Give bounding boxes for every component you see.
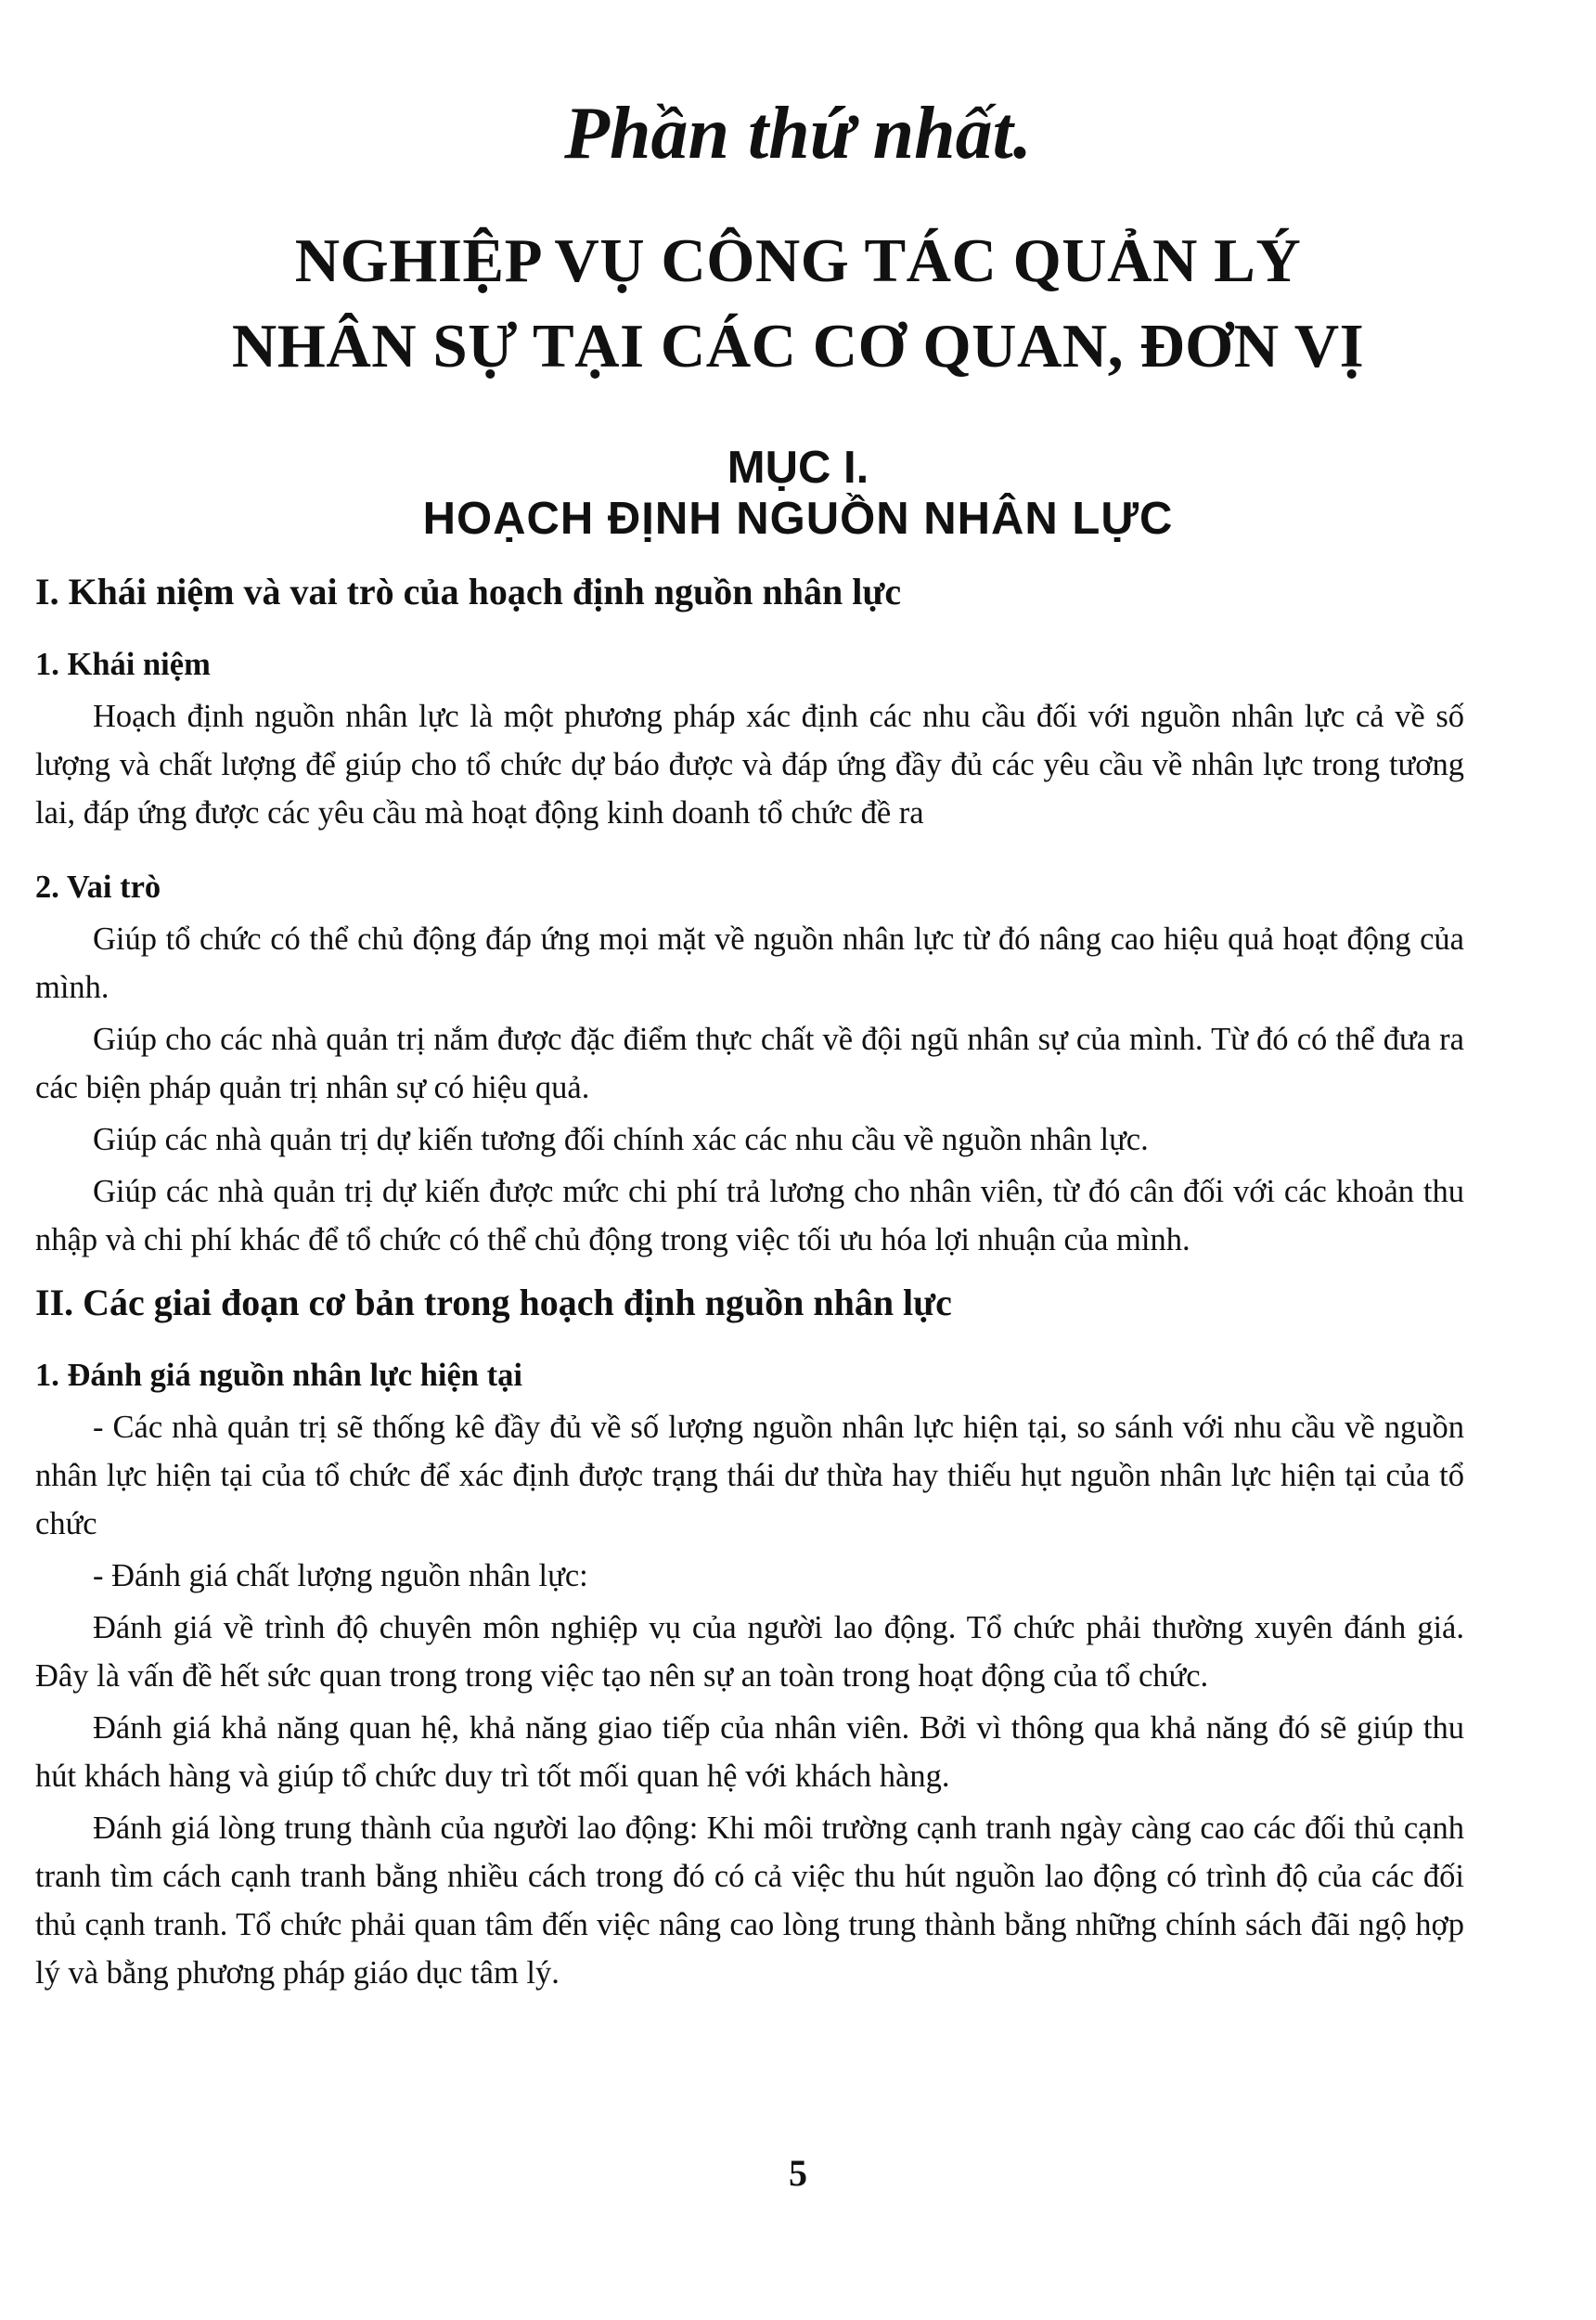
paragraph: Giúp các nhà quản trị dự kiến được mức chi phí trả lương cho nhân viên, từ đó cân đối với các khoản thu nhập và chi phí khác để tổ chức có thể chủ động trong việc tối ưu hóa lợi nhuận của mình. [35, 1174, 1464, 1257]
subsection-heading-1-2: 2. Vai trò [35, 870, 161, 905]
muc-title: HOẠCH ĐỊNH NGUỒN NHÂN LỰC [422, 494, 1174, 544]
paragraph: Đánh giá lòng trung thành của người lao động: Khi môi trường cạnh tranh ngày càng cao các đối thủ cạnh tranh tìm cách cạnh tranh bằng nhiều cách trong đó có cả việc thu hút nguồn lao động có trình độ của các đối thủ cạnh tranh. Tổ chức phải quan tâm đến việc nâng cao lòng trung thành bằng những chính sách đãi ngộ hợp lý và bằng phương pháp giáo dục tâm lý. [35, 1811, 1464, 1991]
paragraph: - Đánh giá chất lượng nguồn nhân lực: [93, 1558, 588, 1593]
page-number: 5 [789, 2152, 807, 2194]
paragraph: Giúp tổ chức có thể chủ động đáp ứng mọi mặt về nguồn nhân lực từ đó nâng cao hiệu quả hoạt động của mình. [35, 922, 1464, 1005]
subsection-heading-1-1: 1. Khái niệm [35, 647, 211, 682]
muc-label: MỤC I. [727, 443, 869, 493]
paragraph: Hoạch định nguồn nhân lực là một phương pháp xác định các nhu cầu đối với nguồn nhân lực cả về số lượng và chất lượng để giúp cho tổ chức dự báo được và đáp ứng đầy đủ các yêu cầu về nhân lực trong tương lai, đáp ứng được các yêu cầu mà hoạt động kinh doanh tổ chức đề ra [35, 699, 1464, 831]
main-title-line-1: NGHIỆP VỤ CÔNG TÁC QUẢN LÝ [294, 226, 1302, 295]
section-heading-2: II. Các giai đoạn cơ bản trong hoạch định nguồn nhân lực [35, 1282, 952, 1323]
subsection-heading-2-1: 1. Đánh giá nguồn nhân lực hiện tại [35, 1358, 522, 1393]
paragraph: Đánh giá khả năng quan hệ, khả năng giao tiếp của nhân viên. Bởi vì thông qua khả năng đó sẽ giúp thu hút khách hàng và giúp tổ chức duy trì tốt mối quan hệ với khách hàng. [35, 1710, 1464, 1794]
page-content [35, 566, 1464, 2001]
part-title: Phần thứ nhất. [564, 93, 1032, 174]
section-heading-1: I. Khái niệm và vai trò của hoạch định nguồn nhân lực [35, 571, 902, 612]
main-title-line-2: NHÂN SỰ TẠI CÁC CƠ QUAN, ĐƠN VỊ [231, 312, 1365, 380]
paragraph: Đánh giá về trình độ chuyên môn nghiệp vụ của người lao động. Tổ chức phải thường xuyên đánh giá. Đây là vấn đề hết sức quan trong trong việc tạo nên sự an toàn trong hoạt động của tổ chức. [35, 1610, 1464, 1694]
main-title [0, 218, 1596, 389]
paragraph: - Các nhà quản trị sẽ thống kê đầy đủ về số lượng nguồn nhân lực hiện tại, so sánh với nhu cầu về nguồn nhân lực hiện tại của tổ chức để xác định được trạng thái dư thừa hay thiếu hụt nguồn nhân lực hiện tại của tổ chức [35, 1410, 1464, 1541]
paragraph: Giúp cho các nhà quản trị nắm được đặc điểm thực chất về đội ngũ nhân sự của mình. Từ đó có thể đưa ra các biện pháp quản trị nhân sự có hiệu quả. [35, 1022, 1464, 1105]
paragraph: Giúp các nhà quản trị dự kiến tương đối chính xác các nhu cầu về nguồn nhân lực. [93, 1122, 1149, 1157]
